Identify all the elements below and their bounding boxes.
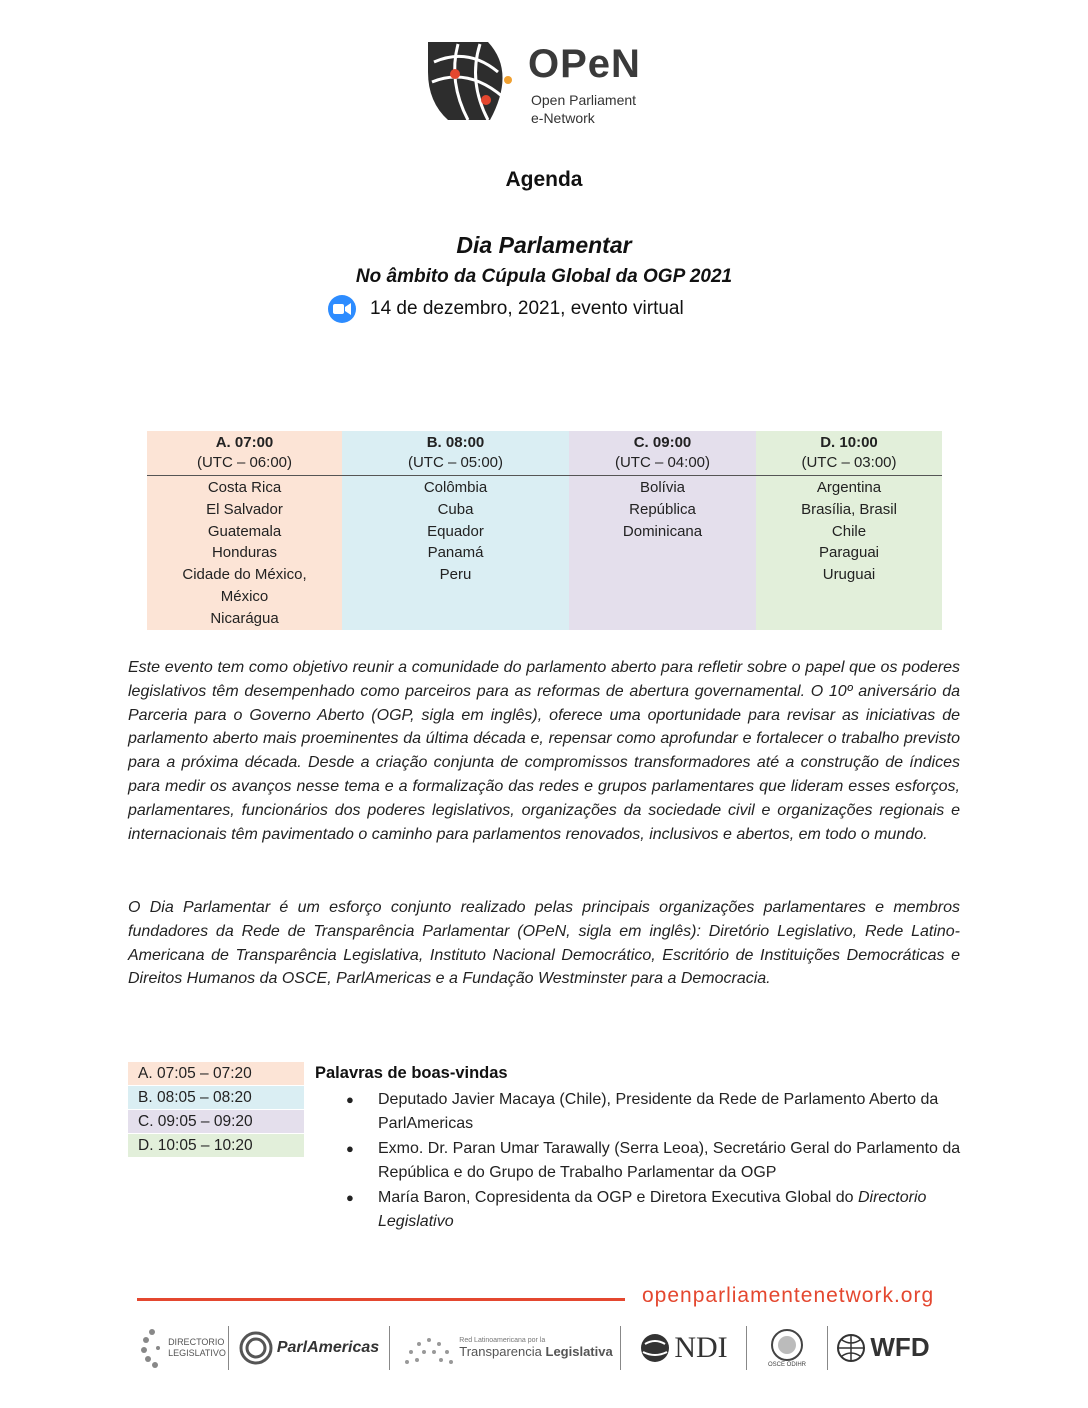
country: Nicarágua (210, 609, 279, 627)
timezone-table (147, 431, 942, 630)
country: República (629, 500, 696, 518)
timezone-column (342, 431, 569, 630)
country: México (220, 587, 269, 605)
country: Equador (427, 522, 484, 540)
wfd-text: WFD (870, 1332, 930, 1362)
speaker-item (346, 1088, 986, 1136)
wfd-globe-icon (836, 1333, 866, 1363)
country: Uruguai (822, 566, 876, 584)
timezone-utc: (UTC – 03:00) (801, 454, 897, 471)
directorio-text: DIRECTORIO (168, 1336, 225, 1347)
country: Paraguai (818, 544, 880, 562)
ndi-text: NDI (674, 1330, 728, 1364)
speaker-item (346, 1186, 986, 1234)
directorio-legislativo-logo (138, 1323, 228, 1373)
timezone-utc: (UTC – 04:00) (614, 454, 711, 471)
country: Guatemala (207, 522, 282, 540)
country: Peru (439, 566, 472, 584)
time-slot: A. 07:05 – 07:20 (128, 1062, 304, 1086)
speaker-item (346, 1137, 986, 1185)
timezone-column (569, 431, 756, 630)
time-slot: B. 08:05 – 08:20 (128, 1086, 304, 1110)
timezone-time: B. 08:00 (426, 434, 485, 451)
bullet-icon: ● (346, 1092, 354, 1107)
country: Argentina (816, 479, 882, 496)
parlamericas-text: ParlAmericas (276, 1338, 380, 1356)
ndi-globe-icon (639, 1332, 671, 1364)
session-title: Palavras de boas-vindas (315, 1064, 508, 1082)
country: Chile (831, 522, 867, 540)
timezone-column (756, 431, 942, 630)
country: Costa Rica (207, 479, 282, 496)
speaker-org: Directorio Legislativo (378, 1189, 927, 1230)
speaker-text: Deputado Javier Macaya (Chile), Presidente da Rede de Parlamento Aberto da ParlAmericas (378, 1091, 939, 1132)
partner-logos (138, 1320, 968, 1375)
timezone-time: C. 09:00 (633, 434, 692, 451)
red-text: Red Latinoamericana por la (459, 1336, 546, 1344)
country: Dominicana (622, 522, 703, 540)
speaker-text: María Baron, Copresidenta da OGP e Diretora Executiva Global do (378, 1189, 854, 1206)
country: Cuba (437, 500, 474, 518)
logo-line-1: Open Parliament (531, 92, 637, 108)
footer-url-link[interactable]: openparliamentenetwork.org (642, 1284, 935, 1307)
speaker-list (346, 1088, 986, 1235)
timezone-utc: (UTC – 05:00) (407, 454, 504, 471)
logo-wordmark: OPeN (528, 42, 641, 86)
red-text: Legislativa (545, 1343, 613, 1359)
zoom-icon (328, 295, 356, 323)
event-subtitle: No âmbito da Cúpula Global da OGP 2021 (355, 266, 733, 287)
directorio-mark-icon (140, 1328, 164, 1368)
open-network-icon (428, 42, 524, 122)
organizers-paragraph: O Dia Parlamentar é um esforço conjunto realizado pelas principais organizações parlamentares e membros fundadores da Rede de Transparência Parlamentar (OPeN, sigla em inglês): Diretório Legislativo, Rede Latino-Americana de Transparência Legislativa, Instituto Nacional Democrático, Escritório de Instituições Democráticas e Direitos Humanos da OSCE, ParlAmericas e a Fundação Westminster para a Democracia. (128, 899, 960, 988)
red-text: Transparencia (459, 1343, 542, 1359)
footer-divider (137, 1298, 625, 1301)
timezone-time: A. 07:00 (215, 434, 274, 451)
event-date-line (328, 295, 684, 323)
country: Bolívia (639, 479, 686, 496)
country: Colômbia (423, 479, 488, 496)
event-title: Dia Parlamentar (456, 232, 632, 258)
bullet-icon: ● (346, 1141, 354, 1156)
wfd-logo (828, 1323, 938, 1373)
bullet-icon: ● (346, 1190, 354, 1205)
country: Brasília, Brasil (801, 500, 897, 518)
parlamericas-mark-icon (239, 1331, 273, 1365)
country: Honduras (211, 544, 278, 562)
timezone-utc: (UTC – 06:00) (196, 454, 293, 471)
intro-paragraph: Este evento tem como objetivo reunir a comunidade do parlamento aberto para refletir sobre o papel que os poderes legislativos têm desempenhado como parceiros para as reformas de abertura governamental. O 10º aniversário da Parceria para o Governo Aberto (OGP, sigla em inglês), oferece uma oportunidade para revisar as iniciativas de parlamento aberto mais proeminentes da última década e, repensar como aprofundar e fortalecer o trabalho previsto para a próxima década. Desde a criação conjunta de compromissos transformadores até a construção de índices para medir os avanços nesse tema e a formalização das redes e grupos parlamentares que lideram esses esforços, parlamentares, funcionários dos poderes legislativos, organizações da sociedade civil e organizações regionais e internacionais têm pavimentado o caminho para parlamentos renovados, inclusivos e abertos, em todo o mundo. (128, 659, 960, 843)
time-slot: C. 09:05 – 09:20 (128, 1110, 304, 1134)
ndi-logo (621, 1323, 746, 1373)
agenda-title: Agenda (505, 168, 583, 191)
session-time-slots (128, 1062, 304, 1158)
timezone-time: D. 10:00 (820, 434, 878, 451)
odihr-text: OSCE ODIHR (767, 1361, 806, 1368)
red-arc-icon (397, 1328, 457, 1368)
odihr-seal-icon (770, 1328, 804, 1362)
open-logo (428, 40, 678, 130)
country: El Salvador (206, 500, 283, 518)
country: Panamá (427, 544, 484, 562)
odihr-logo (747, 1323, 827, 1373)
parlamericas-logo (229, 1323, 389, 1373)
country: Cidade do México, (182, 566, 307, 584)
red-transparencia-logo (390, 1323, 620, 1373)
timezone-column (147, 431, 342, 630)
time-slot: D. 10:05 – 10:20 (128, 1134, 304, 1158)
event-date: 14 de dezembro, 2021, evento virtual (370, 298, 684, 319)
logo-line-2: e-Network (531, 110, 595, 126)
speaker-text: Exmo. Dr. Paran Umar Tarawally (Serra Leoa), Secretário Geral do Parlamento da República e do Grupo de Trabalho Parlamentar da OGP (378, 1140, 961, 1181)
directorio-text: LEGISLATIVO (168, 1347, 226, 1358)
